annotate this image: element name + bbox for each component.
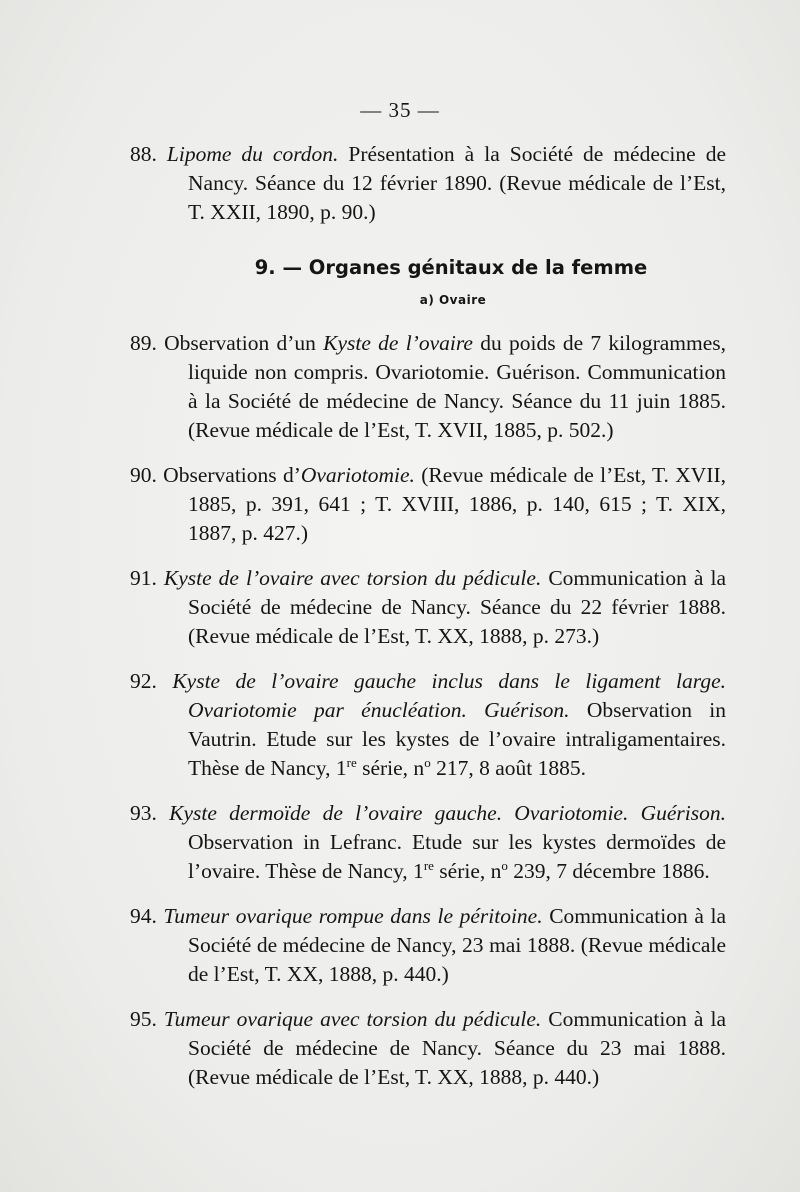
entry-text: série, n <box>433 859 502 883</box>
entry-text: 217, 8 août 1885. <box>430 756 586 780</box>
entry-title: Kyste de l’ovaire gauche inclus dans le ligament large. Ovariotomie par énucléation. Guérison. <box>156 669 726 722</box>
entry-number: 92. <box>130 669 157 693</box>
entry-title: Lipome du cordon. <box>166 142 339 166</box>
document-body <box>130 140 726 1092</box>
entry-text: Communication à la Société de médecine de Nancy, 23 mai 1888. (Revue médicale de l’Est, T. XX, 1888, p. 440.) <box>188 904 726 986</box>
entry-number: 95. <box>130 1007 157 1031</box>
entry-text: (Revue médicale de l’Est, T. XVII, 1885, p. 391, 641 ; T. XVIII, 1886, p. 140, 615 ; T. XIX, 1887, p. 427.) <box>188 463 726 545</box>
entry-title: Kyste dermoïde de l’ovaire gauche. Ovariotomie. Guérison. <box>156 801 726 825</box>
entry-text: série, n <box>356 756 425 780</box>
entry-text: 239, 7 décembre 1886. <box>507 859 710 883</box>
entry-text: Présentation à la Société de médecine de Nancy. Séance du 12 février 1890. (Revue médicale de l’Est, T. XXII, 1890, p. 90.) <box>188 142 726 224</box>
entry-92 <box>130 667 726 783</box>
entry-88 <box>130 140 726 227</box>
entry-text: du poids de 7 kilogrammes, liquide non compris. Ovariotomie. Guérison. Communication à la Société de médecine de Nancy. Séance du 11 juin 1885. (Revue médicale de l’Est, T. XVII, 1885, p. 502.) <box>188 331 726 442</box>
superscript: o <box>424 754 431 770</box>
entry-prefix: Observation d’un <box>156 331 324 355</box>
entry-text: Communication à la Société de médecine de Nancy. Séance du 23 mai 1888. (Revue médicale de l’Est, T. XX, 1888, p. 440.) <box>188 1007 726 1089</box>
entry-title: Tumeur ovarique rompue dans le péritoine. <box>156 904 543 928</box>
entry-95 <box>130 1005 726 1092</box>
entry-number: 89. <box>130 331 157 355</box>
entry-number: 88. <box>130 142 157 166</box>
entry-number: 91. <box>130 566 157 590</box>
entry-title: Tumeur ovarique avec torsion du pédicule. <box>156 1007 542 1031</box>
superscript: o <box>501 857 508 873</box>
entry-number: 94. <box>130 904 157 928</box>
subsection-heading: a) Ovaire <box>419 293 487 307</box>
entry-title: Kyste de l’ovaire <box>323 331 473 355</box>
entry-title: Kyste de l’ovaire avec torsion du pédicule. <box>156 566 542 590</box>
entry-94 <box>130 902 726 989</box>
entry-number: 90. <box>130 463 157 487</box>
section-heading: 9. — Organes génitaux de la femme <box>254 256 648 279</box>
entry-text: Observation in Lefranc. Etude sur les kystes dermoïdes de l’ovaire. Thèse de Nancy, 1 <box>188 830 726 883</box>
superscript: re <box>423 857 434 873</box>
entry-90 <box>130 461 726 548</box>
entry-93 <box>130 799 726 886</box>
superscript: re <box>346 754 357 770</box>
entry-number: 93. <box>130 801 157 825</box>
entry-title: Ovariotomie. <box>300 463 415 487</box>
entry-text: Communication à la Société de médecine de Nancy. Séance du 22 février 1888. (Revue médicale de l’Est, T. XX, 1888, p. 273.) <box>188 566 726 648</box>
entry-text: Observation in Vautrin. Etude sur les kystes de l’ovaire intraligamentaires. Thèse de Nancy, 1 <box>188 698 726 780</box>
entry-89 <box>130 329 726 445</box>
page-number: — 35 — <box>360 98 440 122</box>
entry-prefix: Observations d’ <box>156 463 301 487</box>
entry-91 <box>130 564 726 651</box>
